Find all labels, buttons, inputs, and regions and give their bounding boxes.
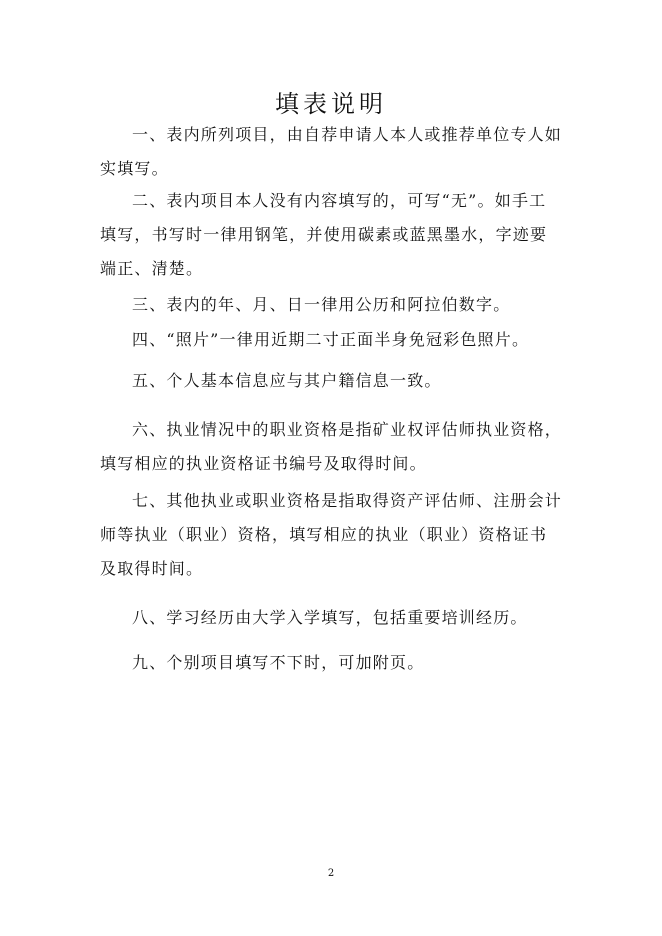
instruction-7: 七、其他执业或职业资格是指取得资产评估师、注册会计师等执业（职业）资格，填写相应的执业（职业）资格证书及取得时间。	[100, 491, 563, 578]
instruction-9: 九、个别项目填写不下时，可加附页。	[132, 653, 425, 672]
instruction-6: 六、执业情况中的职业资格是指矿业权评估师执业资格，填写相应的执业资格证书编号及取得时间。	[100, 420, 563, 473]
instruction-8: 八、学习经历由大学入学填写，包括重要培训经历。	[132, 608, 528, 627]
instruction-3: 三、表内的年、月、日一律用公历和阿拉伯数字。	[132, 295, 511, 314]
instruction-5: 五、个人基本信息应与其户籍信息一致。	[132, 371, 442, 390]
page-title: 填表说明	[275, 90, 387, 118]
instruction-2: 二、表内项目本人没有内容填写的，可写“无”。如手工填写，书写时一律用钢笔，并使用碳素或蓝黑墨水，字迹要端正、清楚。	[100, 191, 548, 278]
instruction-1: 一、表内所列项目，由自荐申请人本人或推荐单位专人如实填写。	[100, 125, 563, 178]
page-number: 2	[327, 868, 335, 879]
instruction-4: 四、“照片”一律用近期二寸正面半身免冠彩色照片。	[132, 330, 530, 349]
